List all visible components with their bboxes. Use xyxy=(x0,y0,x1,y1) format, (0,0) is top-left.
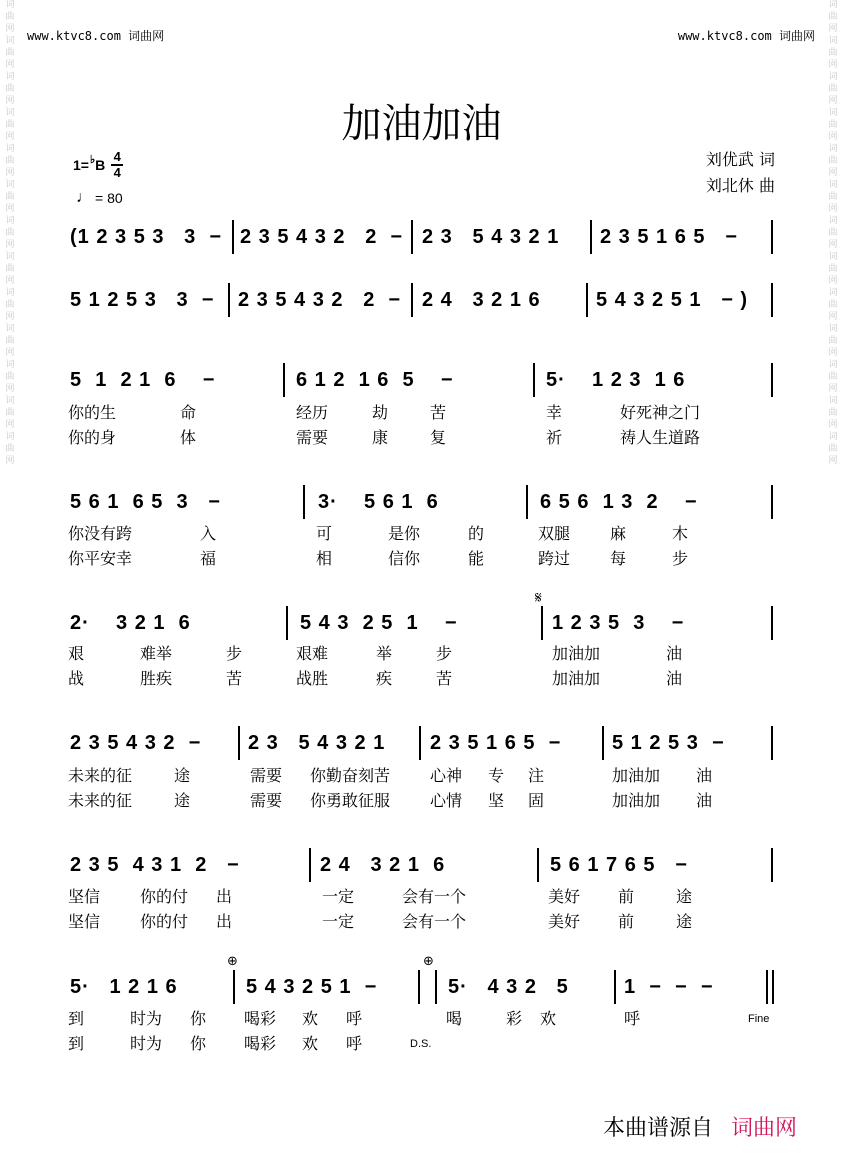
time-signature-top: 4 xyxy=(113,149,121,164)
watermark-char: 词 xyxy=(5,432,15,442)
lyric-word: 战胜 xyxy=(296,669,329,688)
watermark-char: 曲 xyxy=(5,336,15,346)
lyric-word: 加油加 xyxy=(552,644,601,663)
lyric-word: 复 xyxy=(430,428,447,447)
lyric-line-verse-1 xyxy=(0,521,843,545)
credits xyxy=(706,147,775,199)
watermark-char: 曲 xyxy=(5,48,15,58)
watermark-char: 曲 xyxy=(828,192,838,202)
lyric-word: 坚 xyxy=(488,791,505,810)
lyric-word: 油 xyxy=(696,766,713,785)
watermark-char: 曲 xyxy=(5,228,15,238)
watermark-char: 网 xyxy=(828,276,838,286)
bar-line xyxy=(541,606,543,640)
bar-line xyxy=(228,283,230,317)
watermark-char: 词 xyxy=(5,72,15,82)
watermark-char: 词 xyxy=(5,216,15,226)
bar-line xyxy=(303,485,305,519)
lyric-word: 信你 xyxy=(388,549,421,568)
lyric-word: 步 xyxy=(672,549,689,568)
lyric-word: 到 xyxy=(68,1034,85,1053)
key-prefix: 1= xyxy=(73,157,89,173)
watermark-char: 曲 xyxy=(828,156,838,166)
lyric-line-verse-1 xyxy=(0,641,843,665)
notation-measure: 5· 1 2 1 6 xyxy=(70,976,178,998)
watermark-char: 曲 xyxy=(828,264,838,274)
lyric-word: 每 xyxy=(610,549,627,568)
watermark-char: 曲 xyxy=(828,336,838,346)
lyric-word: 油 xyxy=(696,791,713,810)
watermark-char: 网 xyxy=(5,384,15,394)
bar-line xyxy=(533,363,535,397)
lyric-word: 喝彩 xyxy=(244,1009,277,1028)
lyric-word: 体 xyxy=(180,428,197,447)
bar-line xyxy=(771,220,773,254)
watermark-char: 网 xyxy=(828,96,838,106)
lyric-line-verse-2 xyxy=(0,909,843,933)
lyric-word: 油 xyxy=(666,669,683,688)
bar-line xyxy=(771,485,773,519)
watermark-char: 曲 xyxy=(5,12,15,22)
lyric-word: 一定 xyxy=(322,887,355,906)
bar-line xyxy=(771,363,773,397)
watermark-char: 曲 xyxy=(828,444,838,454)
bar-line xyxy=(233,970,235,1004)
bar-line xyxy=(526,485,528,519)
watermark-char: 曲 xyxy=(5,300,15,310)
lyric-word: 胜疾 xyxy=(140,669,173,688)
watermark-char: 词 xyxy=(828,288,838,298)
composer-credit: 刘北休 曲 xyxy=(705,176,775,195)
notation-measure: 5· 1 2 3 1 6 xyxy=(546,369,686,391)
watermark-char: 词 xyxy=(5,36,15,46)
watermark-char: 曲 xyxy=(828,300,838,310)
lyric-word: 疾 xyxy=(376,669,393,688)
score-row xyxy=(0,970,843,1010)
watermark-char: 词 xyxy=(828,360,838,370)
bar-line xyxy=(590,220,592,254)
watermark-char: 网 xyxy=(5,312,15,322)
lyric-word: 固 xyxy=(528,791,545,810)
notation-measure: 2 3 5 4 3 2 2 − xyxy=(240,226,404,248)
watermark-char: 网 xyxy=(5,348,15,358)
lyric-word: 难举 xyxy=(140,644,173,663)
lyric-word: 途 xyxy=(676,912,693,931)
lyric-word: 未来的征 xyxy=(68,791,133,810)
lyric-word: 跨过 xyxy=(538,549,571,568)
watermark-char: 曲 xyxy=(828,120,838,130)
score-row xyxy=(0,283,843,323)
lyric-line-verse-1 xyxy=(0,1006,843,1030)
lyric-word: 步 xyxy=(436,644,453,663)
lyric-word: 前 xyxy=(618,887,635,906)
watermark-char: 网 xyxy=(828,24,838,34)
lyric-word: 你的付 xyxy=(140,912,189,931)
lyric-word: 油 xyxy=(666,644,683,663)
lyric-word: 坚信 xyxy=(68,887,101,906)
lyric-line-verse-2 xyxy=(0,666,843,690)
ds-marking: D.S. xyxy=(410,1038,432,1050)
watermark-char: 网 xyxy=(5,168,15,178)
source-label: 本曲谱源自 xyxy=(602,1116,713,1141)
notation-measure: 5 1 2 5 3 3 − xyxy=(70,289,215,311)
lyric-word: 喝彩 xyxy=(244,1034,277,1053)
coda-icon: ⊕ xyxy=(227,954,238,969)
score-row xyxy=(0,363,843,403)
watermark-char: 词 xyxy=(5,396,15,406)
lyric-word: 到 xyxy=(68,1009,85,1028)
watermark-char: 网 xyxy=(5,276,15,286)
watermark-char: 网 xyxy=(5,240,15,250)
bar-line xyxy=(238,726,240,760)
lyric-word: 你没有跨 xyxy=(68,524,133,543)
lyric-word: 途 xyxy=(174,791,191,810)
score-row xyxy=(0,726,843,766)
brand-name[interactable]: 词曲网 xyxy=(730,1116,797,1141)
watermark-char: 网 xyxy=(828,204,838,214)
notation-measure: 2 3 5 1 6 5 − xyxy=(430,732,562,754)
lyric-word: 战 xyxy=(68,669,85,688)
lyric-word: 你勤奋刻苦 xyxy=(310,766,391,785)
key-note: B xyxy=(95,157,106,173)
lyric-word: 时为 xyxy=(130,1009,163,1028)
notation-measure: 6 5 6 1 3 2 − xyxy=(540,491,698,513)
lyric-word: 麻 xyxy=(610,524,627,543)
song-title: 加油加油 xyxy=(341,101,502,147)
lyric-word: 的 xyxy=(468,524,485,543)
watermark-char: 曲 xyxy=(5,120,15,130)
lyric-word: 欢 xyxy=(302,1009,319,1028)
bar-line xyxy=(418,970,420,1004)
watermark-char: 曲 xyxy=(5,444,15,454)
lyric-word: 呼 xyxy=(624,1009,641,1028)
bar-line xyxy=(435,970,437,1004)
watermark-char: 网 xyxy=(5,456,15,466)
lyric-word: 艰难 xyxy=(296,644,329,663)
watermark-char: 网 xyxy=(828,456,838,466)
notation-measure: 2 3 5 4 3 2 1 xyxy=(422,226,560,248)
watermark-char: 曲 xyxy=(5,408,15,418)
notation-measure: 5 4 3 2 5 1 − xyxy=(300,612,458,634)
notation-measure: 1 − − − xyxy=(624,976,714,998)
site-url-left[interactable]: www.ktvc8.com 词曲网 xyxy=(27,29,165,43)
lyric-word: 专 xyxy=(488,766,505,785)
watermark-char: 网 xyxy=(5,24,15,34)
bar-line xyxy=(537,848,539,882)
lyric-word: 苦 xyxy=(436,669,453,688)
lyric-word: 欢 xyxy=(540,1009,557,1028)
flat-icon: ♭ xyxy=(89,153,96,166)
watermark-char: 曲 xyxy=(828,48,838,58)
watermark-char: 词 xyxy=(828,180,838,190)
lyric-word: 注 xyxy=(528,766,545,785)
lyric-word: 心神 xyxy=(430,766,463,785)
lyric-word: 康 xyxy=(372,428,389,447)
coda-icon: ⊕ xyxy=(423,954,434,969)
lyric-word: 喝 xyxy=(446,1009,463,1028)
lyric-word: 未来的征 xyxy=(68,766,133,785)
lyric-word: 相 xyxy=(316,549,333,568)
score-row xyxy=(0,606,843,646)
notation-measure: 6 1 2 1 6 5 − xyxy=(296,369,454,391)
watermark-char: 词 xyxy=(5,324,15,334)
watermark-char: 词 xyxy=(828,252,838,262)
bar-line xyxy=(771,726,773,760)
bar-line xyxy=(232,220,234,254)
lyric-line-verse-1 xyxy=(0,884,843,908)
lyric-word: 加油加 xyxy=(552,669,601,688)
notation-measure: 5· 4 3 2 5 xyxy=(448,976,569,998)
watermark-char: 词 xyxy=(828,324,838,334)
watermark-char: 曲 xyxy=(5,372,15,382)
lyric-word: 美好 xyxy=(548,912,581,931)
bar-line xyxy=(309,848,311,882)
lyric-word: 途 xyxy=(174,766,191,785)
notation-measure: 2 3 5 4 3 2 1 xyxy=(248,732,386,754)
lyric-word: 需要 xyxy=(250,791,283,810)
watermark-char: 词 xyxy=(828,216,838,226)
watermark-char: 词 xyxy=(828,72,838,82)
watermark-char: 曲 xyxy=(5,192,15,202)
watermark-char: 词 xyxy=(5,0,15,10)
lyric-word: 心情 xyxy=(430,791,463,810)
lyric-word: 可 xyxy=(316,524,333,543)
watermark-char: 曲 xyxy=(828,408,838,418)
watermark-char: 词 xyxy=(828,432,838,442)
site-url-right[interactable]: www.ktvc8.com 词曲网 xyxy=(677,29,815,43)
lyricist-credit: 刘优武 词 xyxy=(705,150,775,169)
lyric-word: 祷人生道路 xyxy=(620,428,701,447)
notation-measure: 5 6 1 6 5 3 − xyxy=(70,491,221,513)
notation-measure: 5 4 3 2 5 1 − xyxy=(246,976,378,998)
lyric-word: 福 xyxy=(200,549,217,568)
lyric-word: 加油加 xyxy=(612,766,661,785)
source-credit xyxy=(603,1111,797,1142)
watermark-char: 网 xyxy=(828,384,838,394)
watermark-char: 词 xyxy=(5,288,15,298)
lyric-word: 欢 xyxy=(302,1034,319,1053)
lyric-word: 彩 xyxy=(506,1009,523,1028)
watermark-char: 曲 xyxy=(5,84,15,94)
fine-marking: Fine xyxy=(748,1013,770,1025)
watermark-char: 网 xyxy=(5,420,15,430)
time-signature xyxy=(111,150,123,180)
lyric-word: 需要 xyxy=(296,428,329,447)
lyric-line-verse-2 xyxy=(0,788,843,812)
notation-measure: 5 1 2 5 3 − xyxy=(612,732,725,754)
bar-line xyxy=(286,606,288,640)
watermark-char: 词 xyxy=(828,144,838,154)
bar-line xyxy=(771,283,773,317)
lyric-word: 需要 xyxy=(250,766,283,785)
bar-line xyxy=(586,283,588,317)
watermark-char: 网 xyxy=(828,60,838,70)
notation-measure: 2 3 5 4 3 2 2 − xyxy=(238,289,402,311)
lyric-word: 你 xyxy=(190,1009,207,1028)
score-row xyxy=(0,485,843,525)
watermark-char: 词 xyxy=(5,144,15,154)
lyric-word: 一定 xyxy=(322,912,355,931)
tempo-value: = 80 xyxy=(95,190,123,206)
watermark-char: 词 xyxy=(828,0,838,10)
watermark-char: 网 xyxy=(828,348,838,358)
watermark-char: 曲 xyxy=(828,228,838,238)
lyric-word: 你平安幸 xyxy=(68,549,133,568)
lyric-word: 步 xyxy=(226,644,243,663)
watermark-char: 曲 xyxy=(828,84,838,94)
bar-line xyxy=(602,726,604,760)
lyric-line-verse-2 xyxy=(0,425,843,449)
lyric-word: 是你 xyxy=(388,524,421,543)
segno-icon: 𝄋 xyxy=(535,588,542,607)
watermark-char: 词 xyxy=(828,396,838,406)
lyric-word: 呼 xyxy=(346,1034,363,1053)
notation-measure: 5 6 1 7 6 5 − xyxy=(550,854,688,876)
lyric-word: 你的付 xyxy=(140,887,189,906)
lyric-word: 劫 xyxy=(372,403,389,422)
lyric-word: 加油加 xyxy=(612,791,661,810)
lyric-word: 苦 xyxy=(226,669,243,688)
notation-measure: 3· 5 6 1 6 xyxy=(318,491,439,513)
lyric-word: 好死神之门 xyxy=(620,403,701,422)
lyric-word: 命 xyxy=(180,403,197,422)
quarter-note-icon: ♩ xyxy=(76,189,92,206)
lyric-word: 艰 xyxy=(68,644,85,663)
lyric-word: 入 xyxy=(200,524,217,543)
watermark-char: 网 xyxy=(828,312,838,322)
bar-line xyxy=(411,220,413,254)
time-signature-bottom: 4 xyxy=(113,165,121,180)
lyric-word: 时为 xyxy=(130,1034,163,1053)
watermark-char: 网 xyxy=(5,132,15,142)
watermark-char: 词 xyxy=(828,108,838,118)
notation-measure: 2 4 3 2 1 6 xyxy=(422,289,541,311)
notation-measure: 2· 3 2 1 6 xyxy=(70,612,191,634)
lyric-word: 出 xyxy=(216,912,233,931)
watermark-char: 网 xyxy=(828,168,838,178)
lyric-word: 祈 xyxy=(546,428,563,447)
watermark-char: 词 xyxy=(5,252,15,262)
lyric-word: 举 xyxy=(376,644,393,663)
bar-line xyxy=(614,970,616,1004)
bar-line xyxy=(411,283,413,317)
score-row xyxy=(0,220,843,260)
lyric-word: 经历 xyxy=(296,403,329,422)
notation-measure: (1 2 3 5 3 3 − xyxy=(70,226,223,248)
notation-measure: 2 3 5 4 3 1 2 − xyxy=(70,854,240,876)
lyric-word: 美好 xyxy=(548,887,581,906)
lyric-word: 会有一个 xyxy=(402,912,467,931)
watermark-char: 词 xyxy=(5,108,15,118)
notation-measure: 5 4 3 2 5 1 − ) xyxy=(596,289,749,311)
watermark-char: 网 xyxy=(828,420,838,430)
watermark-char: 网 xyxy=(5,96,15,106)
bar-line xyxy=(419,726,421,760)
bar-line xyxy=(283,363,285,397)
lyric-word: 苦 xyxy=(430,403,447,422)
bar-line xyxy=(772,970,774,1004)
lyric-word: 你 xyxy=(190,1034,207,1053)
lyric-word: 木 xyxy=(672,524,689,543)
lyric-word: 途 xyxy=(676,887,693,906)
bar-line xyxy=(766,970,768,1004)
lyric-word: 会有一个 xyxy=(402,887,467,906)
score-row xyxy=(0,848,843,888)
lyric-word: 出 xyxy=(216,887,233,906)
lyric-word: 能 xyxy=(468,549,485,568)
watermark-char: 网 xyxy=(828,132,838,142)
lyric-word: 前 xyxy=(618,912,635,931)
watermark-char: 网 xyxy=(5,60,15,70)
lyric-word: 呼 xyxy=(346,1009,363,1028)
notation-measure: 2 3 5 1 6 5 − xyxy=(600,226,738,248)
lyric-line-verse-2 xyxy=(0,546,843,570)
notation-measure: 1 2 3 5 3 − xyxy=(552,612,685,634)
lyric-word: 你勇敢征服 xyxy=(310,791,391,810)
watermark-char: 曲 xyxy=(5,156,15,166)
lyric-word: 你的生 xyxy=(68,403,117,422)
lyric-word: 幸 xyxy=(546,403,563,422)
watermark-char: 词 xyxy=(828,36,838,46)
watermark-char: 曲 xyxy=(5,264,15,274)
tempo-marking xyxy=(76,189,123,207)
notation-measure: 2 3 5 4 3 2 − xyxy=(70,732,202,754)
bar-line xyxy=(771,848,773,882)
lyric-word: 坚信 xyxy=(68,912,101,931)
watermark-char: 词 xyxy=(5,180,15,190)
watermark-char: 网 xyxy=(5,204,15,214)
bar-line xyxy=(771,606,773,640)
lyric-line-verse-1 xyxy=(0,763,843,787)
lyric-word: 双腿 xyxy=(538,524,571,543)
key-signature xyxy=(73,150,123,180)
watermark-char: 词 xyxy=(5,360,15,370)
watermark-char: 曲 xyxy=(828,372,838,382)
lyric-word: 你的身 xyxy=(68,428,117,447)
notation-measure: 2 4 3 2 1 6 xyxy=(320,854,446,876)
watermark-char: 曲 xyxy=(828,12,838,22)
lyric-line-verse-1 xyxy=(0,400,843,424)
watermark-char: 网 xyxy=(828,240,838,250)
notation-measure: 5 1 2 1 6 − xyxy=(70,369,216,391)
